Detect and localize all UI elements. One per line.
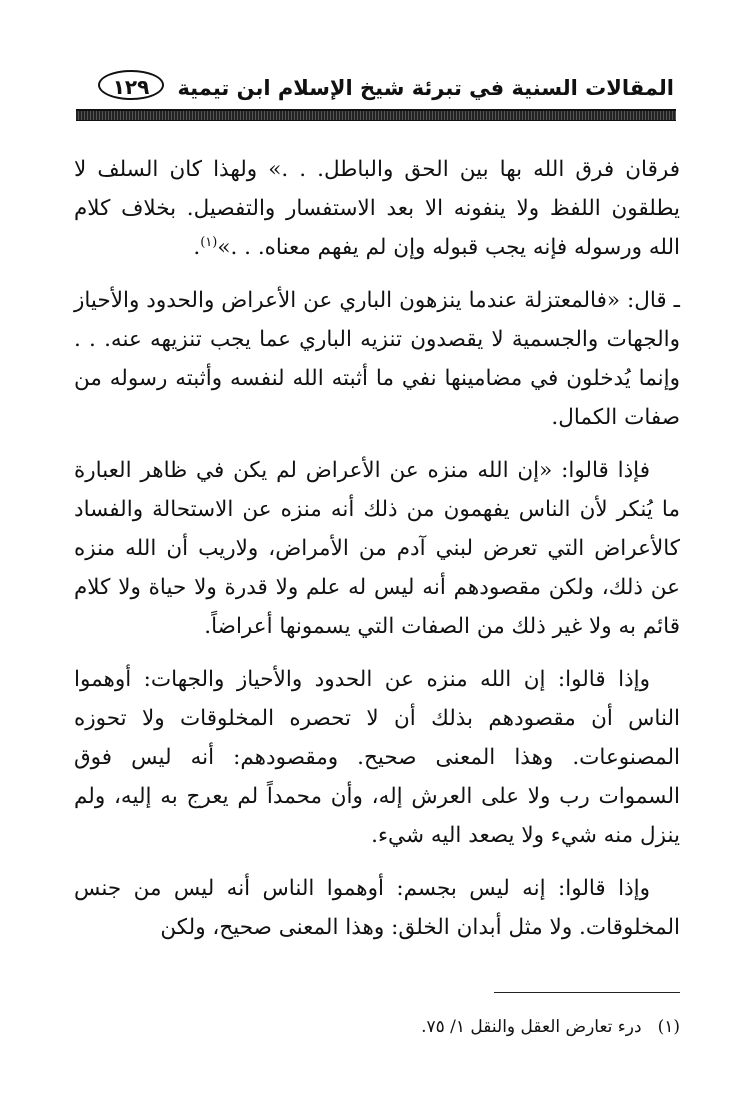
paragraph-3 xyxy=(74,451,680,646)
paragraph-4 xyxy=(74,660,680,855)
paragraph-5 xyxy=(74,869,680,947)
body-text xyxy=(74,150,680,961)
footnote-number: (١) xyxy=(657,1017,680,1037)
running-title: المقالات السنية في تبرئة شيخ الإسلام ابن تيمية xyxy=(177,76,674,100)
footnote-separator xyxy=(494,992,680,993)
page-header xyxy=(76,64,676,110)
paragraph-1 xyxy=(74,150,680,267)
paragraph-1-text: فرقان فرق الله بها بين الحق والباطل. . .» ولهذا كان السلف لا يطلقون اللفظ ولا ينفونه الا بعد الاستفسار والتفصيل. بخلاف كلام الله ورسوله فإنه يجب قبوله وإن لم يفهم معناه. . .» xyxy=(74,157,680,260)
paragraph-1-tail: . xyxy=(193,235,201,260)
paragraph-2-text: ـ قال: «فالمعتزلة عندما ينزهون الباري عن الأعراض والحدود والأحياز والجهات والجسمية لا يقصدون تنزيه الباري عما يجب تنزيهه عنه. . . وإنما يُدخلون في مضامينها نفي ما أثبته الله لنفسه وأثبته رسوله من صفات الكمال. xyxy=(74,288,680,430)
paragraph-4-text: وإذا قالوا: إن الله منزه عن الحدود والأحياز والجهات: أوهموا الناس أن مقصودهم بذلك أن لا تحصره المخلوقات ولا تحوزه المصنوعات. وهذا المعنى صحيح. ومقصودهم: أنه ليس فوق السموات رب ولا على العرش إله، وأن محمداً لم يعرج به إليه، ولم ينزل منه شيء ولا يصعد اليه شيء. xyxy=(74,667,680,848)
footnote-text: درء تعارض العقل والنقل ١/ ٧٥. xyxy=(421,1017,642,1037)
header-rule xyxy=(76,109,676,121)
page-number: ١٢٩ xyxy=(98,70,164,100)
paragraph-5-text: وإذا قالوا: إنه ليس بجسم: أوهموا الناس أنه ليس من جنس المخلوقات. ولا مثل أبدان الخلق: وهذا المعنى صحيح، ولكن xyxy=(74,876,680,940)
footnote-1 xyxy=(74,1014,680,1040)
paragraph-2 xyxy=(74,281,680,437)
paragraph-3-text: فإذا قالوا: «إن الله منزه عن الأعراض لم يكن في ظاهر العبارة ما يُنكر لأن الناس يفهمون من ذلك أنه منزه عن الاستحالة والفساد كالأعراض التي تعرض لبني آدم من الأمراض، ولاريب أن الله منزه عن ذلك، ولكن مقصودهم أنه ليس له علم ولا قدرة ولا حياة ولا كلام قائم به ولا غير ذلك من الصفات التي يسمونها أعراضاً. xyxy=(74,458,680,639)
footnote-reference: (١) xyxy=(200,234,218,250)
